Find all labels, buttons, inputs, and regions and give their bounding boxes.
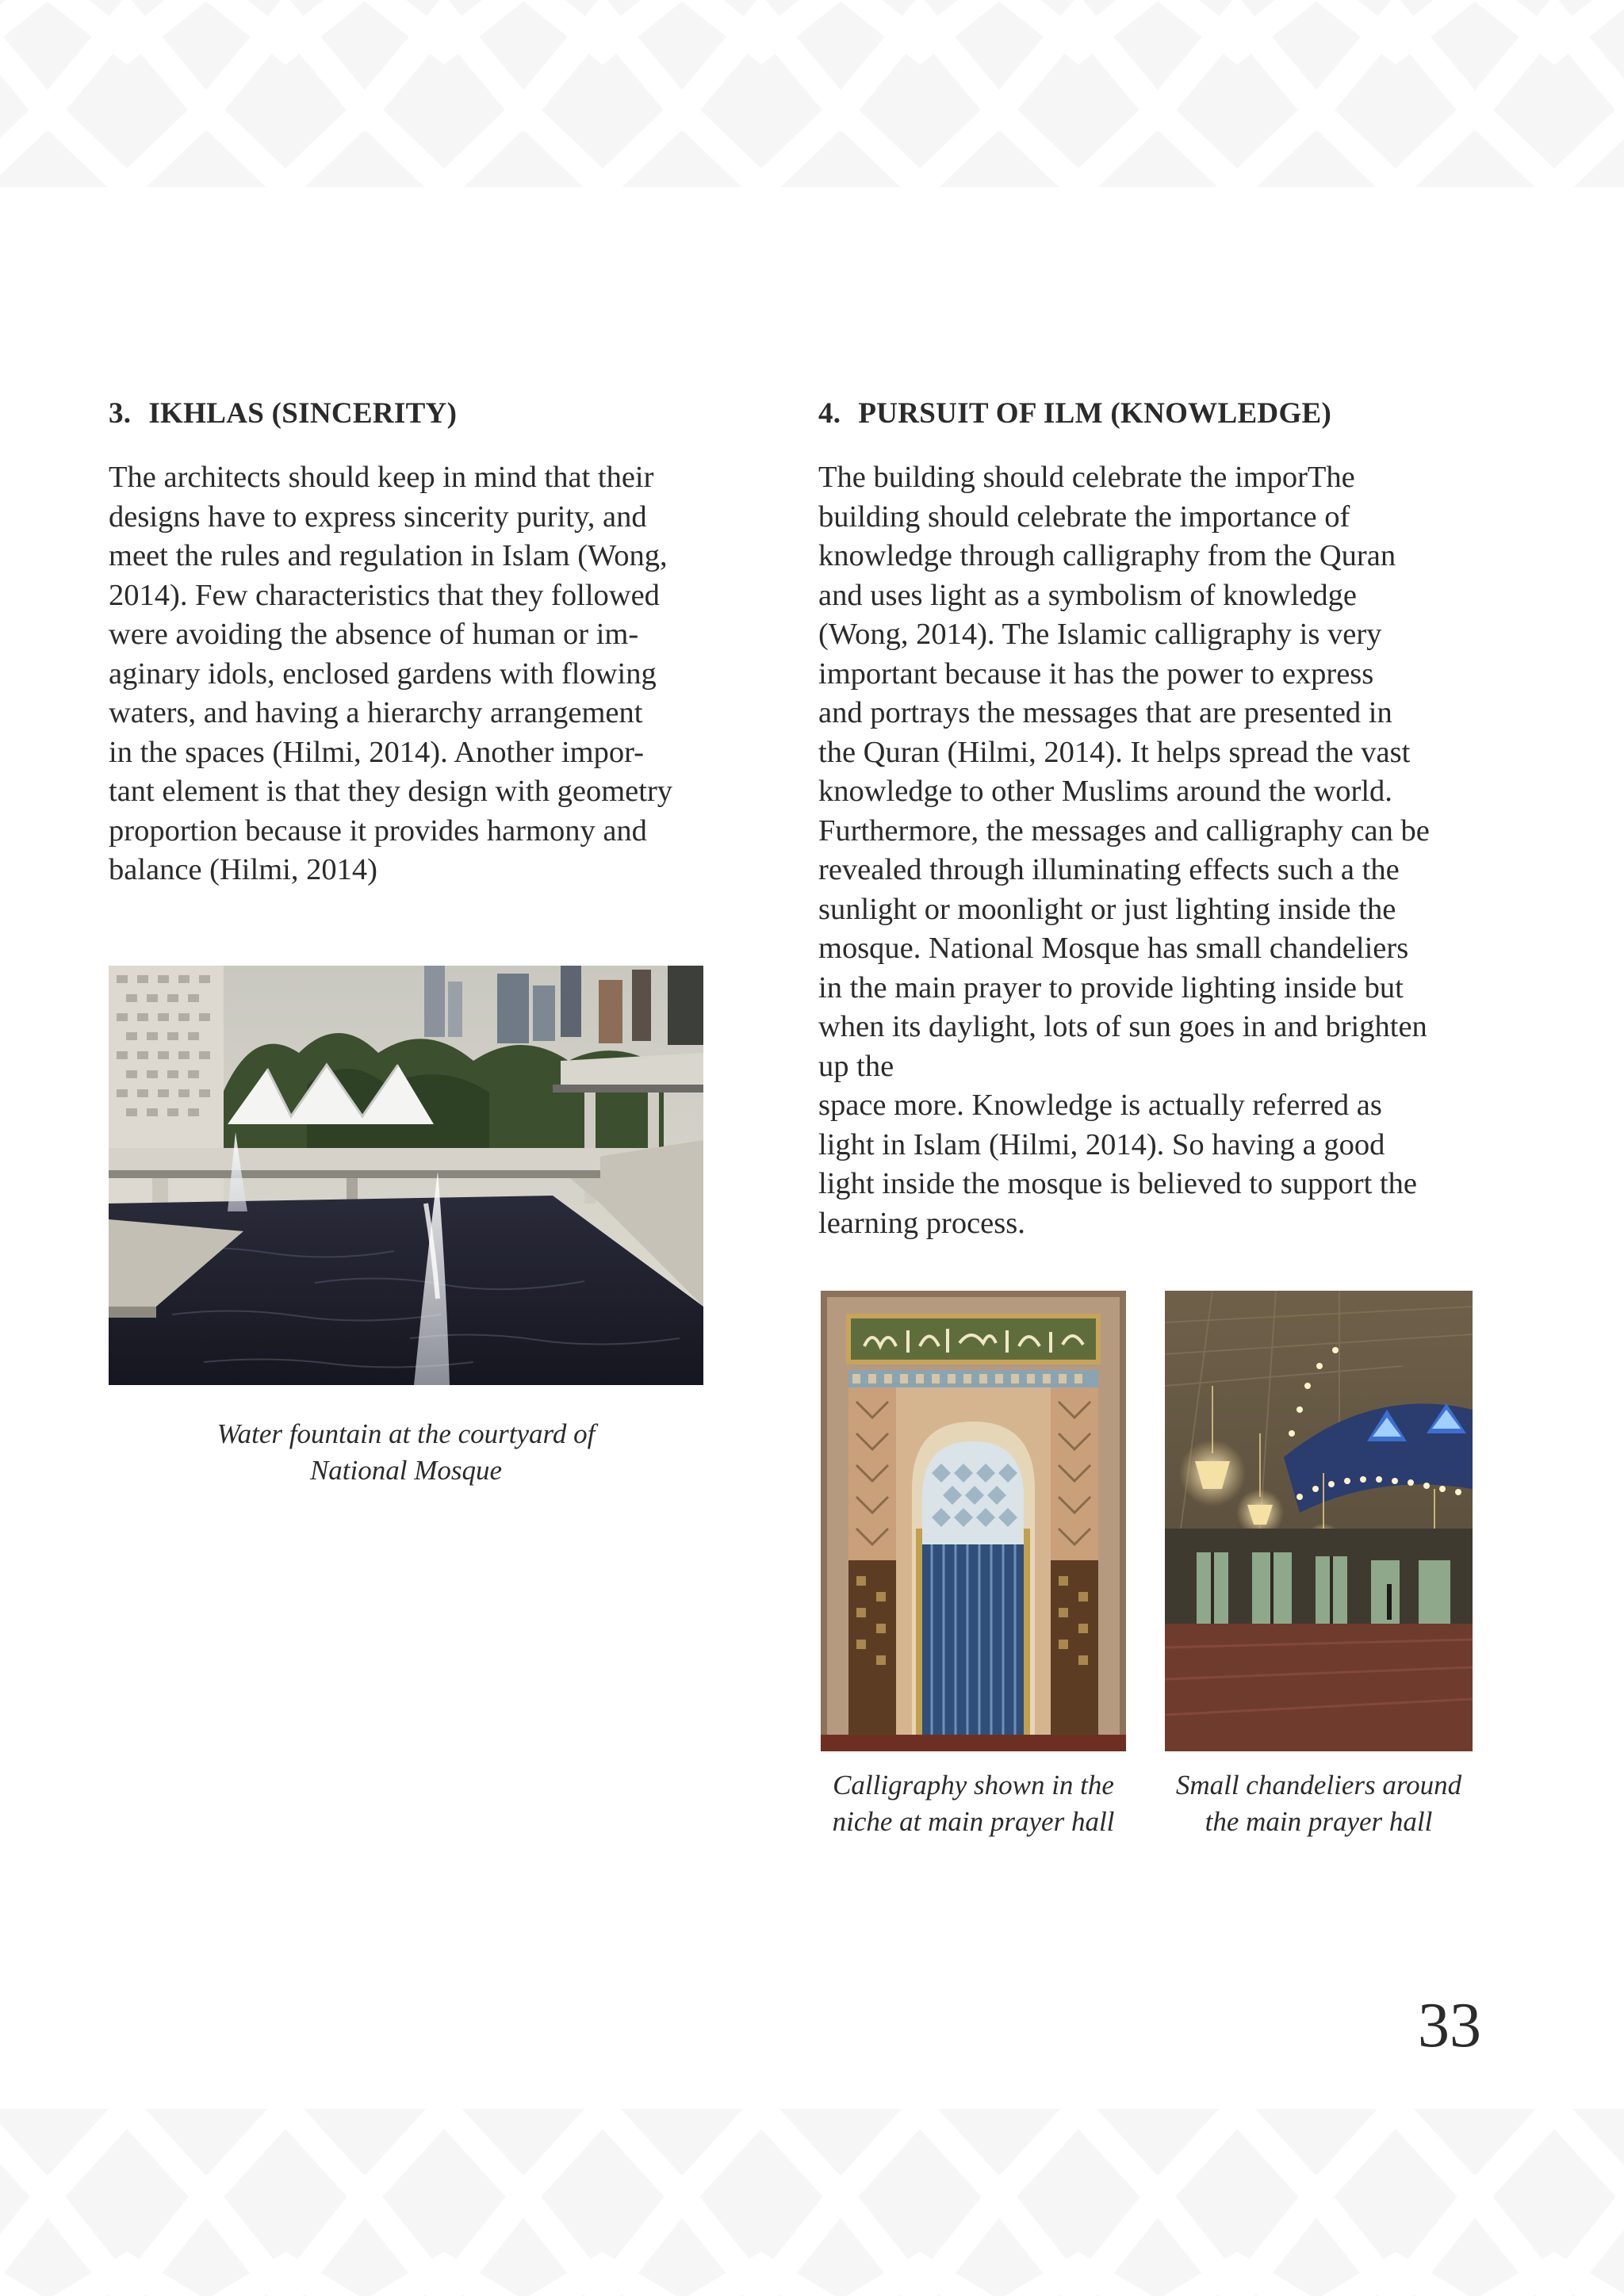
text-line: (Wong, 2014). The Islamic calligraphy is very xyxy=(818,618,1382,651)
text-line: sunlight or moonlight or just lighting inside the xyxy=(818,892,1396,926)
caption-line: Calligraphy shown in the xyxy=(833,1770,1114,1800)
chandeliers-photo xyxy=(1165,1291,1473,1751)
text-line: waters, and having a hierarchy arrangement xyxy=(109,696,643,729)
pursuit-of-ilm-paragraph xyxy=(818,458,1477,1243)
fountain-caption xyxy=(109,1416,703,1489)
section-heading-pursuit-of-ilm xyxy=(818,396,1331,430)
text-line: balance (Hilmi, 2014) xyxy=(109,853,377,886)
chandeliers-caption xyxy=(1149,1767,1488,1840)
geometric-pattern-icon xyxy=(0,2109,1624,2296)
text-line: knowledge to other Muslims around the world. xyxy=(818,775,1392,808)
header-pattern-band xyxy=(0,0,1624,187)
calligraphy-niche-photo xyxy=(821,1291,1126,1751)
text-line: light inside the mosque is believed to support the xyxy=(818,1167,1417,1200)
text-line: when its daylight, lots of sun goes in and brighten xyxy=(818,1010,1427,1043)
text-line: knowledge through calligraphy from the Quran xyxy=(818,539,1396,572)
text-line: the Quran (Hilmi, 2014). It helps spread the vast xyxy=(818,735,1411,769)
footer-pattern-band xyxy=(0,2109,1624,2296)
caption-line: niche at main prayer hall xyxy=(832,1806,1115,1837)
caption-line: National Mosque xyxy=(309,1455,503,1486)
calligraphy-caption xyxy=(805,1767,1142,1840)
text-line: aginary idols, enclosed gardens with flowing xyxy=(109,656,657,691)
text-line: meet the rules and regulation in Islam (Wong, xyxy=(109,539,668,572)
caption-line: Small chandeliers around xyxy=(1175,1770,1462,1800)
text-line: important because it has the power to express xyxy=(818,656,1374,691)
text-line: were avoiding the absence of human or im- xyxy=(109,618,639,651)
section-title: PURSUIT OF ILM (KNOWLEDGE) xyxy=(858,397,1332,430)
text-line: tant element is that they design with geometry xyxy=(109,775,673,808)
section-heading-ikhlas xyxy=(109,396,457,430)
text-line: Furthermore, the messages and calligraphy can be xyxy=(818,813,1430,848)
section-number: 3. xyxy=(109,397,132,430)
caption-line: the main prayer hall xyxy=(1205,1806,1433,1837)
section-title: IKHLAS (SINCERITY) xyxy=(148,397,458,430)
geometric-pattern-icon xyxy=(0,0,1624,187)
text-line: in the main prayer to provide lighting inside but xyxy=(818,970,1404,1004)
ikhlas-paragraph xyxy=(109,458,719,890)
text-line: learning process. xyxy=(818,1206,1025,1240)
text-line: revealed through illuminating effects such a the xyxy=(818,853,1400,886)
text-line: mosque. National Mosque has small chandeliers xyxy=(818,932,1409,965)
fountain-photo xyxy=(109,966,703,1385)
text-line: designs have to express sincerity purity, and xyxy=(109,499,647,534)
text-line: and portrays the messages that are presented in xyxy=(818,696,1392,729)
text-line: 2014). Few characteristics that they followed xyxy=(109,578,660,612)
text-line: proportion because it provides harmony and xyxy=(109,813,647,848)
text-line: light in Islam (Hilmi, 2014). So having a good xyxy=(818,1127,1385,1161)
text-line: and uses light as a symbolism of knowledge xyxy=(818,578,1358,612)
section-number: 4. xyxy=(818,397,841,430)
caption-line: Water fountain at the courtyard of xyxy=(216,1418,596,1449)
text-line: building should celebrate the importance of xyxy=(818,499,1350,534)
text-line: up the xyxy=(818,1049,894,1083)
text-line: The building should celebrate the imporThe xyxy=(818,461,1355,494)
page-number: 33 xyxy=(1418,1991,1481,2061)
text-line: space more. Knowledge is actually referred as xyxy=(818,1089,1382,1122)
text-line: The architects should keep in mind that their xyxy=(109,461,654,494)
text-line: in the spaces (Hilmi, 2014). Another impor- xyxy=(109,735,644,769)
